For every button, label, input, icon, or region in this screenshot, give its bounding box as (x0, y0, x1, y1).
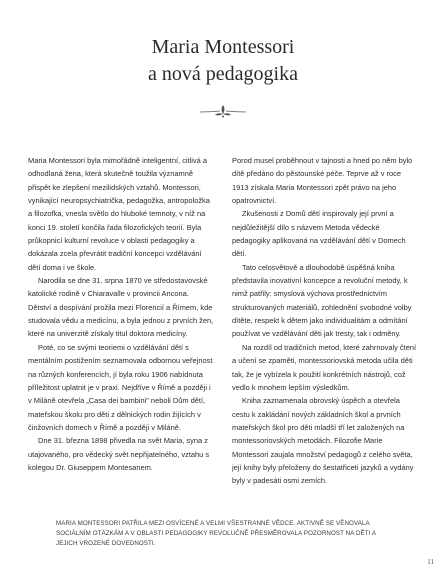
left-column (28, 154, 214, 474)
paragraph: Narodila se dne 31. srpna 1870 ve středostavovské katolické rodině v Chiaravalle v provincii Ancona. Dětství a dospívání prožila mezi Florencií a Římem, kde studovala vědu a medicínu, a byla jednou z prvních žen, které na univerzitě získaly titul doktora medicíny. (28, 276, 214, 339)
paragraph: Dne 31. března 1898 přivedla na svět Maria, syna z utajovaného, pro vědecký svět nepřijatelného, vztahu s kolegou Dr. Giuseppem Montesanem. (28, 436, 210, 472)
paragraph: Maria Montessori byla mimořádně inteligentní, citlivá a odhodlaná žena, která skutečně toužila významně přispět ke zlepšení mezilidských vztahů. Montessori, vynikající neuropsychiatrička, pedagožka, antropoložka a filozofka, vnesla světlo do hluboké temnoty, v níž na konci 19. století končila řada filozofických teorií. Byla průkopnicí kulturní revoluce v oblasti pedagogiky a dokázala zcela převrátit tradiční koncepci vzdělávání dětí doma i ve škole. (28, 156, 210, 272)
paragraph: Zkušenosti z Domů dětí inspirovaly její první a nejdůležitější dílo s názvem Metoda vědecké pedagogiky aplikovaná na vzdělávání dětí v Domech dětí. (232, 209, 406, 259)
page-title (0, 34, 446, 88)
paragraph: Na rozdíl od tradičních metod, které zahrnovaly čtení a učení se zpaměti, montessoriovská metoda učila děti tak, že je vybízela k použití konkrétních nástrojů, což vedlo k mnohem lepším výsledkům. (232, 342, 417, 392)
paragraph: Tato celosvětově a dlouhodobě úspěšná kniha představila inovativní koncepce a revoluční metody, k nimž patřily: smyslová výchova prostřednictvím strukturovaných materiálů, zohlednění svobodné volby dítěte, respekt k dětem jako individualitám a odmítání používat ve vzdělávání děti jak tresty, tak i odměny. (232, 262, 412, 339)
page-title-line-1: Maria Montessori (151, 36, 295, 58)
leaf-flourish-icon (198, 103, 248, 119)
page-title-line-2: a nová pedagogika (148, 63, 298, 85)
right-column (232, 154, 418, 488)
paragraph: Kniha zaznamenala obrovský úspěch a otevřela cestu k zakládání nových základních škol a prvních mateřských škol pro děti mladší tří let založených na montessoriovských metodách. Filozofie Marie Montessori zaujala množství pedagogů z celého světa, její knihy byly přeloženy do šestatřiceti jazyků a vydány byly v padesáti osmi zemích. (232, 396, 414, 486)
paragraph: Porod musel proběhnout v tajnosti a hned po něm bylo dítě předáno do pěstounské péče. Teprve až v roce 1913 získala Maria Montessori zpět právo na jeho opatrovnictví. (232, 156, 413, 206)
page-number: 11 (427, 558, 434, 566)
image-caption: MARIA MONTESSORI PATŘILA MEZI OSVÍCENÉ A VELMI VŠESTRANNÉ VĚDCE. AKTIVNĚ SE VĚNOVALA SOCIÁLNÍM OTÁZKÁM A V OBLASTI PEDAGOGIKY REVOLUČNĚ PŘESMĚROVALA POZORNOST NA DĚTI A JEJICH VROZENÉ DOVEDNOSTI. (56, 520, 376, 547)
paragraph: Poté, co se svými teoriemi o vzdělávání dětí s mentálním postižením seznamovala odbornou veřejnost na různých konferencích, jí byla roku 1906 nabídnuta příležitost uplatnit je v praxi. Nejdříve v Římě a později i v Miláně otevřela „Casa dei bambini" neboli Dům dětí, mateřskou školu pro děti z dělnických rodin žijících v činžovních domech v Římě a později v Miláně. (28, 342, 213, 432)
